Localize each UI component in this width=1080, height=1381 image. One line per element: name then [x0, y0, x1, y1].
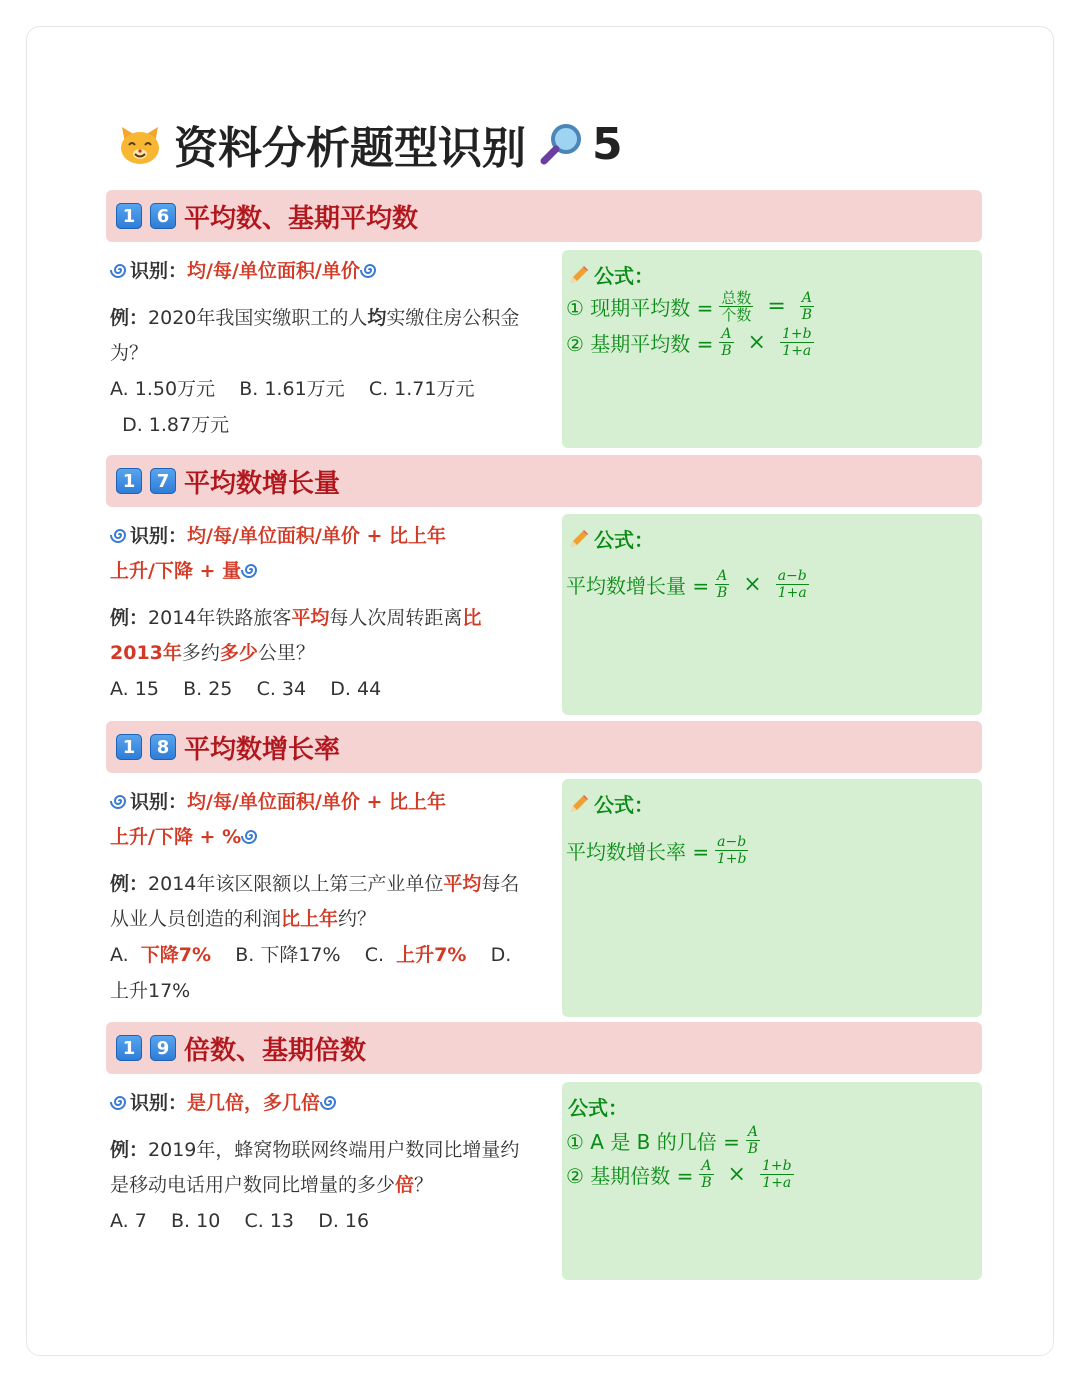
- fraction: $\frac{a-b}{1+a}$: [777, 568, 807, 601]
- option-c: C. 上升7%: [364, 944, 467, 966]
- cyclone-icon: [110, 1092, 130, 1112]
- section-17-body: [110, 519, 530, 707]
- example-text: 例：2019年，蜂窝物联网终端用户数同比增量约是移动电话用户数同比增量的多少倍？: [110, 1139, 520, 1196]
- cyclone-icon: [110, 525, 130, 545]
- option-a: A. 7: [110, 1210, 147, 1232]
- example-text: 例：2014年该区限额以上第三产业单位平均每名从业人员创造的利润比上年约？: [110, 873, 520, 930]
- keycap-8-icon: 8: [150, 734, 176, 760]
- pencil-icon: [568, 793, 590, 815]
- page-title: [116, 112, 623, 176]
- section-title: 平均数增长率: [184, 734, 341, 765]
- section-16-body: [110, 254, 530, 443]
- keycap-9-icon: 9: [150, 1035, 176, 1061]
- fraction: $\frac{A}{B}$: [701, 1158, 712, 1191]
- options: [110, 671, 530, 707]
- section-heading-16: [106, 190, 982, 242]
- cyclone-icon: [241, 826, 261, 846]
- cyclone-icon: [241, 560, 261, 580]
- pencil-icon: [568, 528, 590, 550]
- keycap-1-icon: 1: [116, 1035, 142, 1061]
- fraction: $\frac{A}{B}$: [747, 1124, 759, 1157]
- option-a: A. 下降7%: [110, 944, 212, 966]
- option-d: D. 16: [318, 1210, 370, 1232]
- option-b: B. 下降17%: [235, 944, 341, 966]
- option-d: D. 44: [330, 678, 382, 700]
- section-18-body: [110, 785, 530, 1009]
- option-d: D. 上升17%: [110, 944, 512, 1002]
- formula-heading: 公式：: [568, 1096, 628, 1120]
- identify-line: 识别：均/每/单位面积/单价 + 比上年 上升/下降 + %: [110, 791, 446, 848]
- formula-line-2: ② 基期倍数 = $\frac{A}{B}$ × $\frac{1+b}{1+a}$: [566, 1158, 792, 1191]
- formula-box-17: [562, 514, 982, 715]
- option-b: B. 1.61万元: [239, 378, 345, 400]
- fraction: $\frac{A}{B}$: [801, 290, 813, 323]
- options: [110, 937, 530, 1009]
- options: [110, 1203, 530, 1239]
- cyclone-icon: [110, 260, 130, 280]
- formula-line-1: 平均数增长率 = $\frac{a-b}{1+b}$: [566, 834, 747, 867]
- cyclone-icon: [320, 1092, 340, 1112]
- formula-heading: 公式：: [568, 260, 654, 289]
- formula-box-19: [562, 1082, 982, 1280]
- section-title: 平均数增长量: [184, 468, 341, 499]
- cat-face-icon: [116, 120, 164, 168]
- option-b: B. 25: [183, 678, 233, 700]
- keycap-7-icon: 7: [150, 468, 176, 494]
- keycap-1-icon: 1: [116, 203, 142, 229]
- option-c: C. 1.71万元: [368, 378, 475, 400]
- fraction: $\frac{a-b}{1+b}$: [716, 834, 747, 867]
- page-title-text: 资料分析题型识别: [174, 123, 526, 174]
- example-text: 例：2020年我国实缴职工的人均实缴住房公积金为？: [110, 307, 520, 364]
- formula-box-18: [562, 779, 982, 1017]
- formula-box-16: [562, 250, 982, 448]
- formula-line-1: ① A 是 B 的几倍 = $\frac{A}{B}$: [566, 1124, 759, 1157]
- keycap-1-icon: 1: [116, 468, 142, 494]
- fraction: $\frac{A}{B}$: [721, 326, 732, 359]
- pencil-icon: [568, 264, 590, 286]
- cyclone-icon: [360, 260, 380, 280]
- page-title-number: 5: [592, 118, 623, 170]
- formula-heading: 公式：: [568, 524, 654, 553]
- formula-heading: 公式：: [568, 789, 654, 818]
- option-c: C. 34: [256, 678, 307, 700]
- keycap-6-icon: 6: [150, 203, 176, 229]
- magnifier-icon: [536, 119, 586, 169]
- fraction: $\frac{A}{B}$: [717, 568, 728, 601]
- formula-line-2: ② 基期平均数 = $\frac{A}{B}$ × $\frac{1+b}{1+a}$: [566, 326, 812, 359]
- section-title: 倍数、基期倍数: [184, 1035, 367, 1066]
- option-c: C. 13: [244, 1210, 295, 1232]
- identify-line: 识别：是几倍，多几倍: [110, 1086, 530, 1121]
- section-heading-19: [106, 1022, 982, 1074]
- option-d: D. 1.87万元: [122, 414, 230, 436]
- example-text: 例：2014年铁路旅客平均每人次周转距离比2013年多约多少公里？: [110, 607, 482, 664]
- section-heading-18: [106, 721, 982, 773]
- formula-line-1: ① 现期平均数 = $\frac{\text{总数}}{\text{个数}}$ = $\frac{A}{B}$: [566, 289, 813, 324]
- identify-line: 识别：均/每/单位面积/单价 + 比上年 上升/下降 + 量: [110, 525, 446, 582]
- section-title: 平均数、基期平均数: [184, 203, 419, 234]
- section-heading-17: [106, 455, 982, 507]
- option-a: A. 1.50万元: [110, 378, 216, 400]
- option-a: A. 15: [110, 678, 159, 700]
- section-19-body: [110, 1086, 530, 1239]
- cyclone-icon: [110, 791, 130, 811]
- fraction: $\frac{1+b}{1+a}$: [761, 1158, 792, 1191]
- fraction: $\frac{\text{总数}}{\text{个数}}$: [721, 289, 752, 324]
- formula-line-1: 平均数增长量 = $\frac{A}{B}$ × $\frac{a-b}{1+a}$: [566, 568, 807, 601]
- fraction: $\frac{1+b}{1+a}$: [781, 326, 812, 359]
- options: [110, 371, 530, 443]
- identify-line: 识别：均/每/单位面积/单价: [110, 254, 530, 289]
- option-b: B. 10: [171, 1210, 221, 1232]
- keycap-1-icon: 1: [116, 734, 142, 760]
